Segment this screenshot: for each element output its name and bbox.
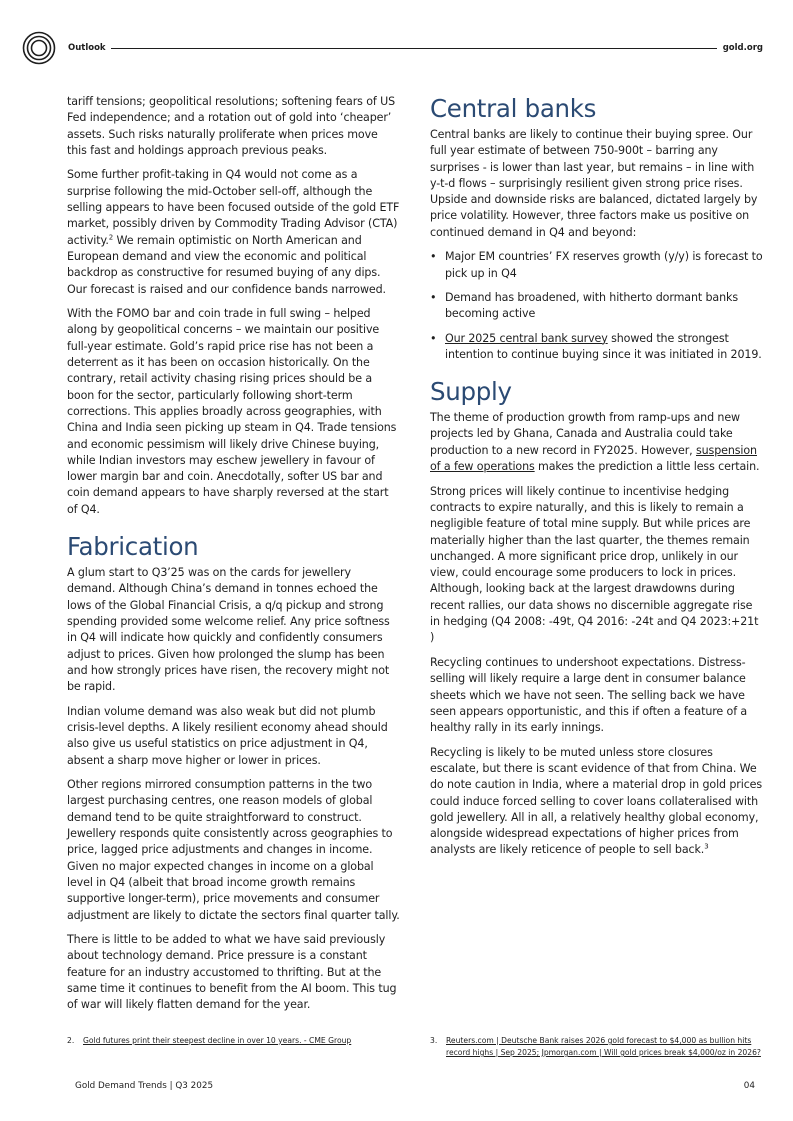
central-banks-heading: Central banks	[430, 94, 597, 123]
paragraph: Indian volume demand was also weak but did not plumb crisis-level depths. A likely resilient economy ahead should also give us useful statistics on price adjustment in Q4, absent a sharp move higher or lower in prices.	[67, 704, 388, 767]
paragraph: Other regions mirrored consumption patterns in the two largest purchasing centres, one reason models of global demand tend to be quite straightforward to construct. Jewellery responds quite consistently across geographies to price, lagged price adjustments and changes in income. Given no major expected changes in income on a global level in Q4 (albeit that broad income growth remains supportive longer-term), price movements and consumer adjustment are likely to dictate the sectors final quarter tally.	[67, 778, 400, 922]
bullet-icon: •	[430, 290, 437, 304]
paragraph: The theme of production growth from ramp-ups and new projects led by Ghana, Canada and Australia could take production to a new record in FY2025. However, suspension of a few operations makes the prediction a little less certain.	[430, 411, 760, 474]
footnote-2: 2. Gold futures print their steepest decline in over 10 years. - CME Group	[67, 1035, 400, 1047]
paragraph: tariff tensions; geopolitical resolutions; softening fears of US Fed independence; and a rotation out of gold into ‘cheaper’ assets. Such risks naturally proliferate when prices move this fast and holdings approach previous peaks.	[67, 95, 396, 157]
paragraph: Recycling is likely to be muted unless store closures escalate, but there is scant evidence of that from China. We do note caution in India, where a material drop in gold prices could induce forced selling to cover loans collateralised with gold jewellery. All in all, a relatively healthy global economy, alongside widespread expectations of higher prices from analysts are likely reticence of people to sell back.$^3$	[430, 745, 763, 857]
page-header	[22, 31, 763, 67]
paragraph: There is little to be added to what we have said previously about technology demand. Price pressure is a constant feature for an industry accustomed to thrifting. But at the same time it continues to benefit from the AI boom. This tug of war will likely flatten demand for the year.	[67, 933, 397, 1012]
page-number: 04	[743, 1081, 755, 1091]
section-label: Outlook	[68, 43, 106, 53]
supply-heading: Supply	[430, 377, 512, 407]
paragraph: Recycling continues to undershoot expectations. Distress-selling will likely require a large dent in consumer balance sheets which we have not seen. The selling back we have seen appears opportunistic, and this if often a feature of a healthy rally in its early innings.	[430, 655, 748, 735]
footnote-link[interactable]: Gold futures print their steepest decline in over 10 years. - CME Group	[83, 1036, 352, 1045]
site-link[interactable]: gold.org	[722, 43, 763, 53]
fabrication-heading: Fabrication	[67, 532, 199, 562]
footer-title: Gold Demand Trends | Q3 2025	[75, 1081, 214, 1091]
list-item: • Demand has broadened, with hitherto dormant banks becoming active	[430, 290, 738, 321]
footnote-ref[interactable]: 3	[704, 842, 709, 851]
world-gold-council-logo-icon	[22, 31, 56, 65]
header-divider	[111, 48, 717, 49]
bullet-list	[430, 249, 763, 363]
footnote-3: 3. Reuters.com | Deutsche Bank raises 2026 gold forecast to $4,000 as bullion hits record highs | Sep 2025; Jpmorgan.com | Will gold prices break $4,000/oz in 2026?	[430, 1035, 763, 1059]
paragraph: Central banks are likely to continue their buying spree. Our full year estimate of between 750-900t – barring any surprises - is lower than last year, but remains – in line with y-t-d flows – surprisingly resilient given strong price rises. Upside and downside risks are balanced, dictated largely by price volatility. However, three factors make us positive on continued demand in Q4 and beyond:	[430, 128, 758, 239]
bullet-icon: •	[430, 331, 437, 345]
paragraph: Some further profit-taking in Q4 would not come as a surprise following the mid-October sell-off, although the selling appears to have been focused outside of the gold ETF market, possibly driven by Commodity Trading Advisor (CTA) activity.$^2$ We remain optimistic on North American and European demand and view the economic and political backdrop as constructive for resumed buying of any dips. Our forecast is raised and our confidence bands narrowed.	[67, 168, 400, 296]
list-item: • Major EM countries’ FX reserves growth (y/y) is forecast to pick up in Q4	[430, 250, 763, 280]
list-item: • Our 2025 central bank survey showed the strongest intention to continue buying since it was initiated in 2019.	[430, 331, 762, 361]
footnote-link[interactable]: Reuters.com | Deutsche Bank raises 2026 gold forecast to $4,000 as bullion hits record highs | Sep 2025; Jpmorgan.com | Will gold prices break $4,000/oz in 2026?	[446, 1036, 761, 1057]
paragraph: With the FOMO bar and coin trade in full swing – helped along by geopolitical concerns – we maintain our positive full-year estimate. Gold’s rapid price rise has not been a deterrent as it has been on occasion historically. On the contrary, retail activity chasing rising prices should be a boon for the sector, particularly following short-term corrections. This applies broadly across geographies, with China and India seen picking up steam in Q4. Trade tensions and economic pessimism will likely drive Chinese buying, while Indian investors may eschew jewellery in favour of lower margin bar and coin. Anecdotally, softer US bar and coin demand appears to have sharply reversed at the start of Q4.	[67, 307, 397, 516]
footnote-ref[interactable]: 2	[108, 232, 114, 241]
bullet-icon: •	[430, 250, 437, 264]
paragraph: A glum start to Q3’25 was on the cards for jewellery demand. Although China’s demand in tonnes echoed the lows of the Global Financial Crisis, a q/q pickup and strong spending provided some welcome relief. Any price softness in Q4 will indicate how quickly and confidently consumers adjust to prices. Given how prolonged the slump has been and how strongly prices have risen, the recovery might not be rapid.	[67, 566, 390, 694]
suspension-link[interactable]: suspension of a few operations	[430, 443, 757, 474]
left-column	[67, 94, 400, 1022]
paragraph: Strong prices will likely continue to incentivise hedging contracts to expire naturally, and this is likely to remain a negligible feature of total mine supply. But while prices are materially higher than the last quarter, the themes remain unchanged. A more significant price drop, unlikely in our view, could encourage some producers to lock in prices. Although, looking back at the largest drawdowns during recent rallies, our data shows no discernible aggregate rise in hedging (Q4 2008: -49t, Q4 2016: -24t and Q4 2023:+21t )	[430, 484, 759, 645]
right-column	[430, 94, 763, 867]
survey-link[interactable]: Our 2025 central bank survey	[445, 331, 608, 345]
